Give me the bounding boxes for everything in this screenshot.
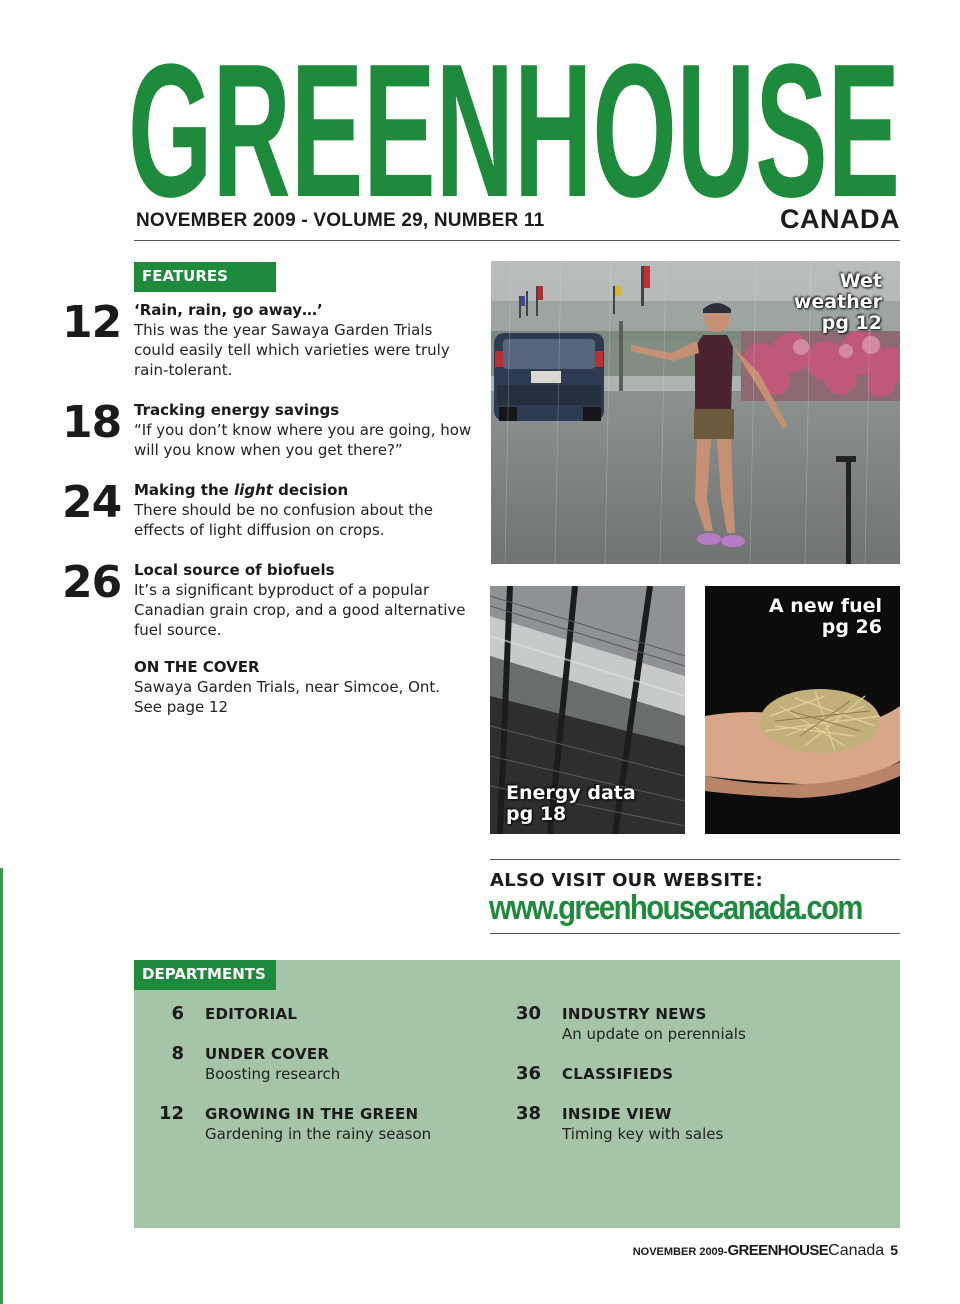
- feature-description: This was the year Sawaya Garden Trials could easily tell which varieties were truly rain-tolerant.: [134, 321, 450, 379]
- fuel-photo[interactable]: [705, 586, 900, 834]
- caption-line: weather: [793, 291, 882, 313]
- feature-title: [134, 480, 474, 500]
- feature-title: Local source of biofuels: [134, 561, 335, 579]
- caption-line: Energy data: [506, 782, 636, 804]
- department-page-number: 30: [515, 1003, 541, 1024]
- department-title: GROWING IN THE GREEN: [205, 1105, 419, 1123]
- issue-line: NOVEMBER 2009 - VOLUME 29, NUMBER 11: [136, 210, 545, 231]
- features-heading: FEATURES: [134, 262, 276, 292]
- caption-line: A new fuel: [768, 595, 882, 617]
- feature-title-part: Making the: [134, 481, 235, 499]
- department-description: An update on perennials: [562, 1025, 746, 1043]
- feature-description: “If you don’t know where you are going, how will you know when you get there?”: [134, 421, 472, 459]
- department-page-number: 12: [158, 1103, 184, 1124]
- page-edge-rule: [0, 868, 3, 1304]
- footer-brand: GREENHOUSE: [727, 1242, 829, 1259]
- website-divider-top: [490, 859, 900, 860]
- caption-line: pg 18: [506, 803, 567, 825]
- footer-date: NOVEMBER 2009-: [632, 1246, 728, 1258]
- cover-caption-line: Sawaya Garden Trials, near Simcoe, Ont.: [134, 678, 441, 696]
- department-title: INSIDE VIEW: [562, 1105, 672, 1123]
- departments-heading: DEPARTMENTS: [134, 960, 276, 990]
- feature-page-number: 18: [62, 397, 122, 448]
- energy-photo-caption: [506, 783, 636, 825]
- department-description: Boosting research: [205, 1065, 341, 1083]
- feature-title-emphasis: light: [234, 481, 273, 499]
- department-title: EDITORIAL: [205, 1005, 298, 1023]
- feature-page-number: 24: [62, 477, 122, 528]
- cover-heading: ON THE COVER: [134, 658, 260, 676]
- department-page-number: 8: [171, 1043, 184, 1064]
- feature-title-part: decision: [272, 481, 349, 499]
- feature-description: It’s a significant byproduct of a popular Canadian grain crop, and a good alternative fuel source.: [134, 581, 466, 639]
- footer-brand-suffix: Canada: [828, 1242, 885, 1259]
- department-page-number: 38: [515, 1103, 541, 1124]
- feature-title: ‘Rain, rain, go away…’: [134, 301, 323, 319]
- department-page-number: 6: [171, 1003, 184, 1024]
- masthead-title: GREENHOUSE: [128, 48, 900, 208]
- website-label: ALSO VISIT OUR WEBSITE:: [490, 870, 764, 891]
- caption-line: pg 26: [821, 616, 882, 638]
- website-link[interactable]: www.greenhousecanada.com: [489, 889, 862, 927]
- feature-page-number: 26: [62, 557, 122, 608]
- department-page-number: 36: [515, 1063, 541, 1084]
- department-title: CLASSIFIEDS: [562, 1065, 674, 1083]
- on-the-cover: [134, 657, 474, 717]
- page-number: 5: [890, 1242, 898, 1258]
- feature-description: There should be no confusion about the effects of light diffusion on crops.: [134, 501, 433, 539]
- rain-photo[interactable]: [491, 261, 900, 564]
- masthead-subtitle: CANADA: [780, 204, 900, 234]
- energy-photo[interactable]: [490, 586, 685, 834]
- department-title: UNDER COVER: [205, 1045, 330, 1063]
- department-title: INDUSTRY NEWS: [562, 1005, 707, 1023]
- department-description: Timing key with sales: [562, 1125, 724, 1143]
- feature-title: Tracking energy savings: [134, 401, 340, 419]
- rain-photo-caption: [794, 271, 882, 334]
- website-divider-bottom: [490, 933, 900, 934]
- caption-line: pg 12: [821, 312, 882, 334]
- fuel-photo-caption: [769, 596, 882, 638]
- department-description: Gardening in the rainy season: [205, 1125, 432, 1143]
- feature-page-number: 12: [62, 297, 122, 348]
- page-footer: [633, 1242, 898, 1260]
- header-divider: [134, 240, 900, 241]
- masthead-logo: [128, 48, 902, 208]
- departments-panel: [134, 960, 900, 1228]
- caption-line: Wet: [839, 270, 882, 292]
- cover-caption-line: See page 12: [134, 698, 229, 716]
